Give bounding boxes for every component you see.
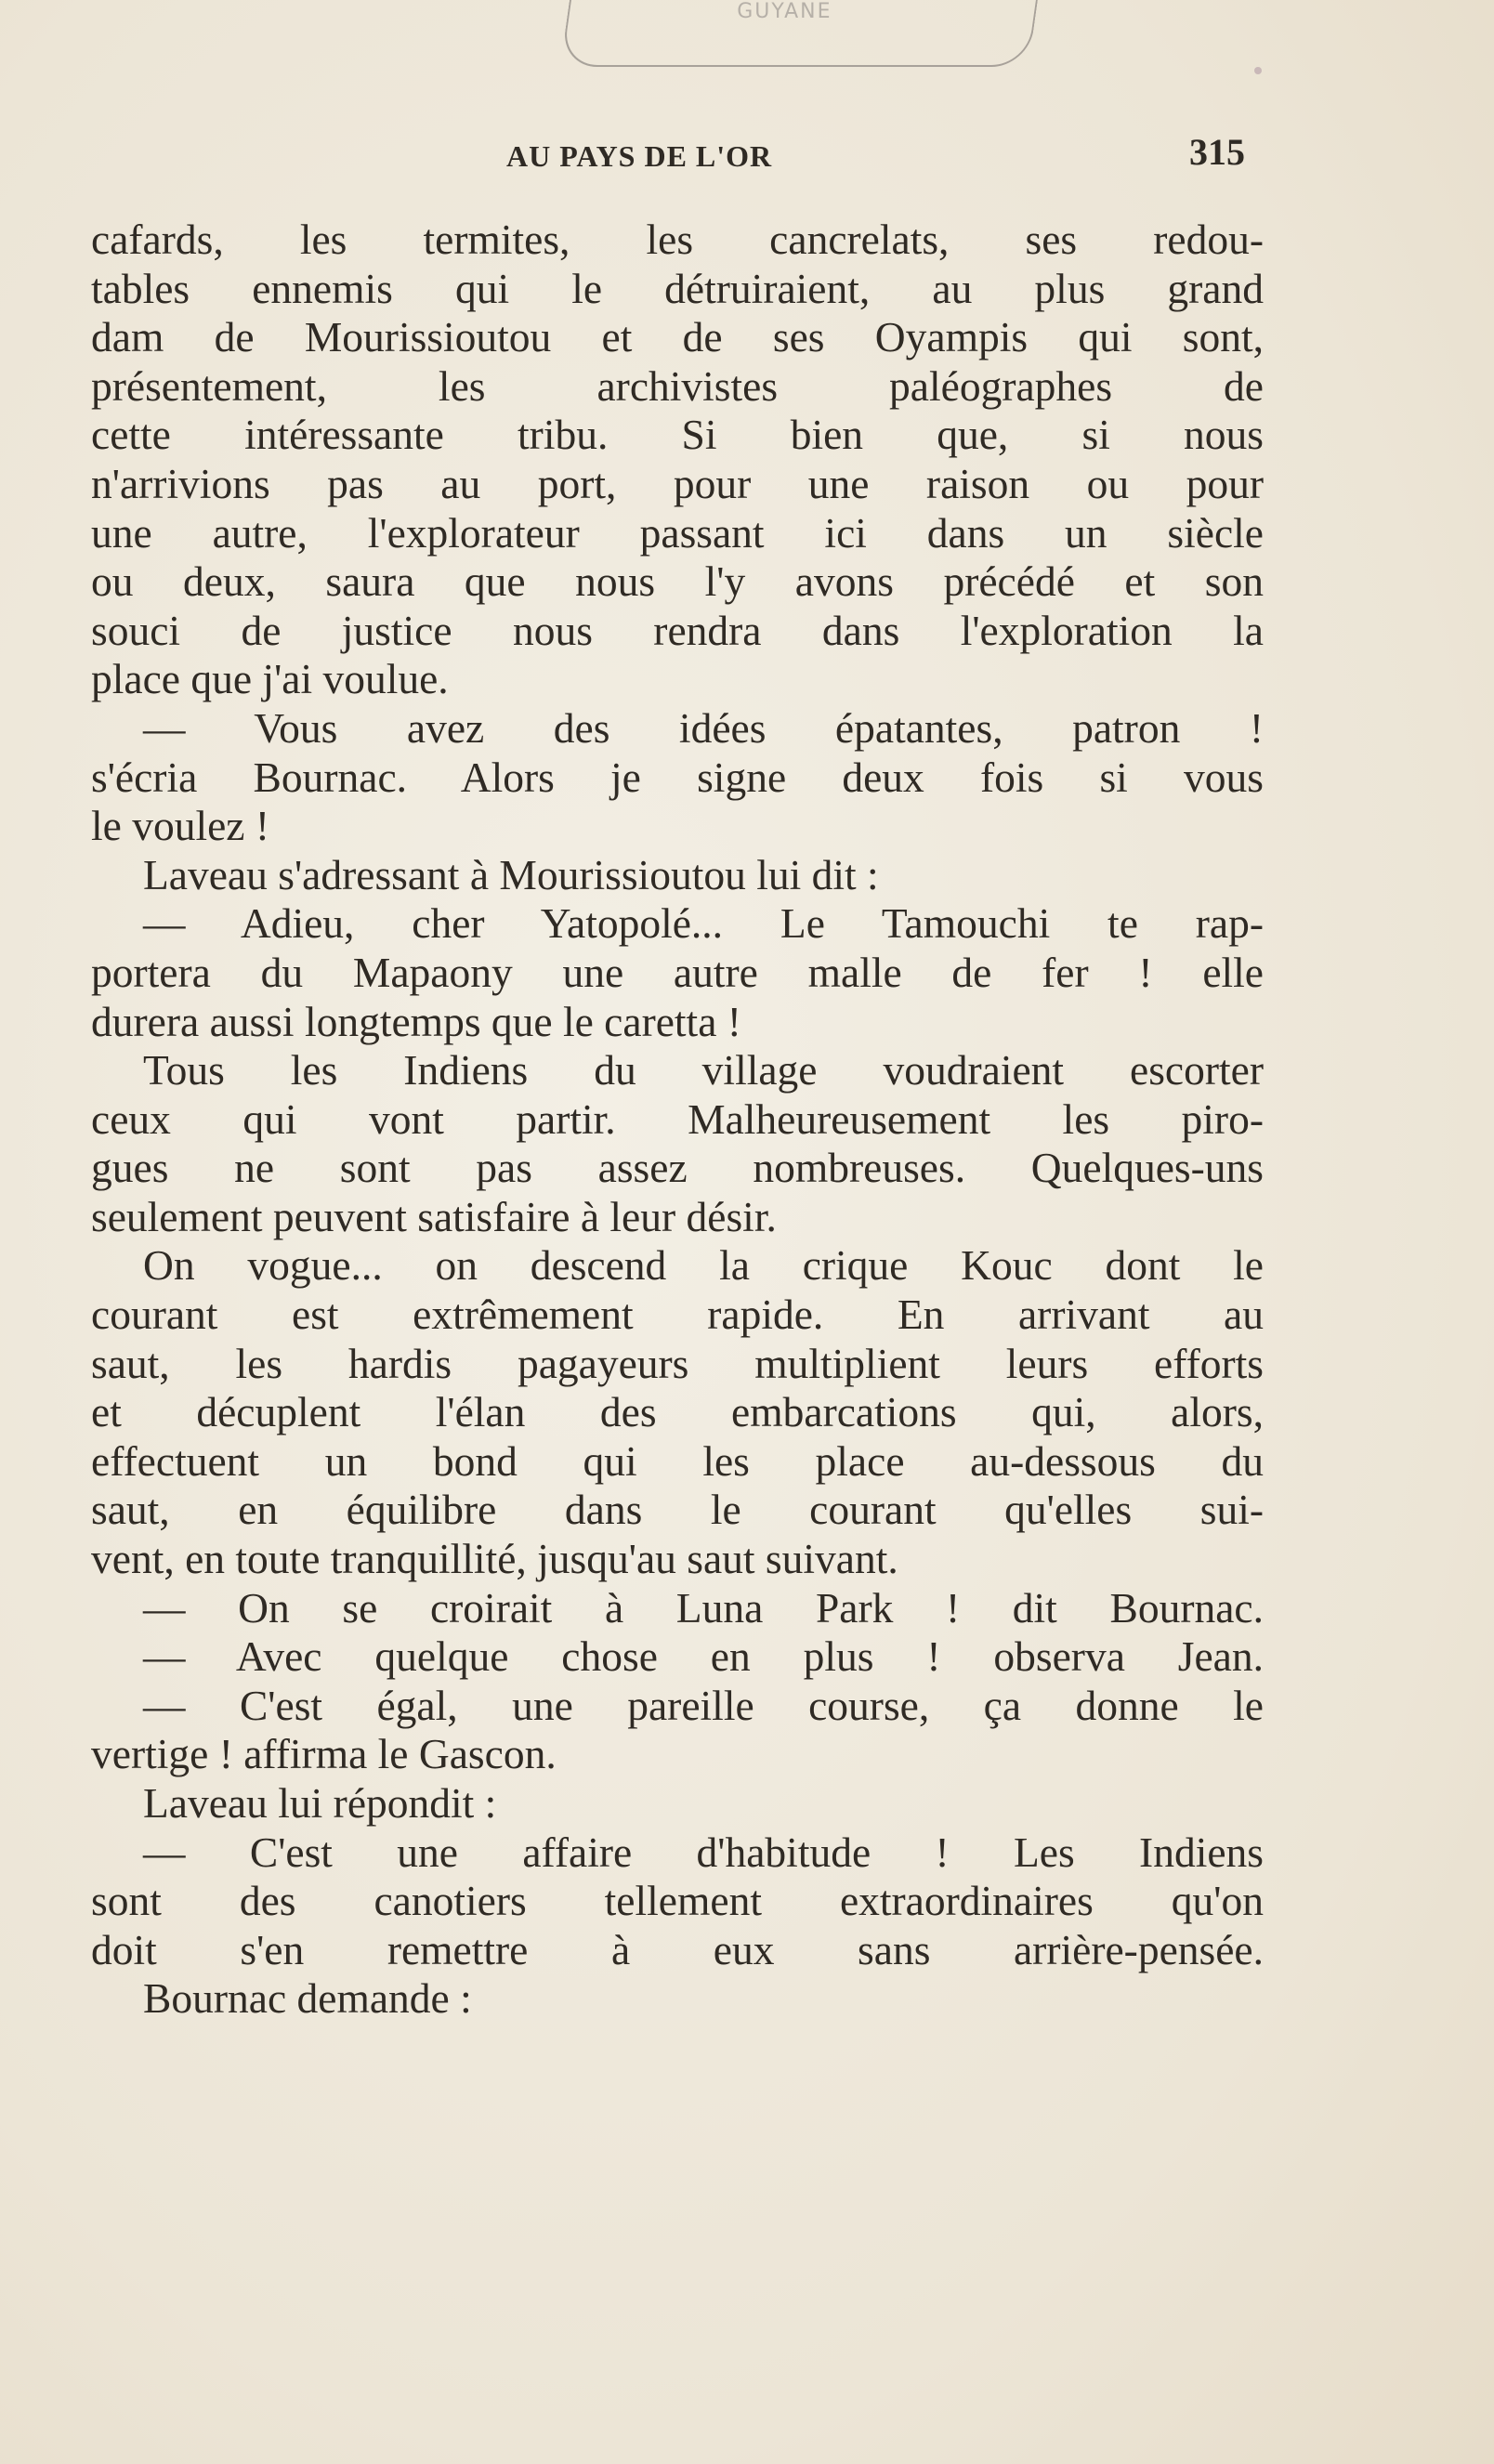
running-head [0, 130, 1494, 186]
text-line: vent, en toute tranquillité, jusqu'au saut suivant. [91, 1535, 898, 1583]
text-line: — On se croirait à Luna Park ! dit Bournac. [143, 1583, 1264, 1632]
text-line: vertige ! affirma le Gascon. [91, 1730, 557, 1778]
text-line: n'arrivions pas au port, pour une raison ou pour [91, 459, 1264, 507]
text-line: cafards, les termites, les cancrelats, ses redou- [91, 216, 1264, 263]
text-line: saut, en équilibre dans le courant qu'elles sui- [91, 1486, 1264, 1534]
text-line: — C'est égal, une pareille course, ça donne le [143, 1681, 1264, 1729]
text-line: Bournac demande : [143, 1974, 472, 2023]
text-line: doit s'en remettre à eux sans arrière-pensée. [91, 1925, 1264, 1973]
text-line: effectuent un bond qui les place au-dessous du [91, 1436, 1264, 1485]
text-line: cette intéressante tribu. Si bien que, si nous [91, 411, 1264, 459]
text-line: et décuplent l'élan des embarcations qui, alors, [91, 1388, 1264, 1436]
text-line: durera aussi longtemps que le caretta ! [91, 997, 741, 1045]
ink-speck [1254, 67, 1262, 74]
text-line: Tous les Indiens du village voudraient escorter [143, 1046, 1264, 1094]
stamp-text: GUYANE [737, 0, 832, 23]
text-line: — Vous avez des idées épatantes, patron ! [143, 703, 1264, 752]
text-line: le voulez ! [91, 802, 270, 850]
text-line: — Avec quelque chose en plus ! observa Jean. [143, 1632, 1264, 1681]
text-line: On vogue... on descend la crique Kouc dont le [143, 1241, 1264, 1290]
text-line: présentement, les archivistes paléographes de [91, 361, 1264, 410]
body-text [91, 216, 1264, 2024]
text-line: courant est extrêmement rapide. En arrivant au [91, 1291, 1264, 1339]
text-line: saut, les hardis pagayeurs multiplient leurs efforts [91, 1339, 1264, 1387]
text-line: s'écria Bournac. Alors je signe deux fois si vous [91, 753, 1264, 801]
text-line: seulement peuvent satisfaire à leur désir. [91, 1192, 777, 1240]
text-line: souci de justice nous rendra dans l'exploration la [91, 606, 1264, 654]
page-number: 315 [1189, 131, 1245, 173]
text-line: une autre, l'explorateur passant ici dans un siècle [91, 508, 1264, 557]
text-line: Laveau s'adressant à Mourissioutou lui dit : [143, 850, 879, 898]
library-stamp [560, 0, 1042, 67]
text-line: Laveau lui répondit : [143, 1779, 497, 1827]
text-line: gues ne sont pas assez nombreuses. Quelques-uns [91, 1144, 1264, 1192]
text-line: ou deux, saura que nous l'y avons précédé et son [91, 557, 1264, 606]
text-line: sont des canotiers tellement extraordinaires qu'on [91, 1877, 1264, 1925]
text-line: — C'est une affaire d'habitude ! Les Indiens [143, 1828, 1264, 1876]
running-title: AU PAYS DE L'OR [506, 139, 773, 173]
text-line: portera du Mapaony une autre malle de fer ! elle [91, 948, 1264, 996]
text-line: place que j'ai voulue. [91, 655, 449, 703]
text-line: — Adieu, cher Yatopolé... Le Tamouchi te rap- [143, 899, 1264, 948]
text-line: tables ennemis qui le détruiraient, au plus grand [91, 264, 1264, 312]
text-line: ceux qui vont partir. Malheureusement les piro- [91, 1094, 1264, 1143]
text-line: dam de Mourissioutou et de ses Oyampis qui sont, [91, 313, 1264, 361]
